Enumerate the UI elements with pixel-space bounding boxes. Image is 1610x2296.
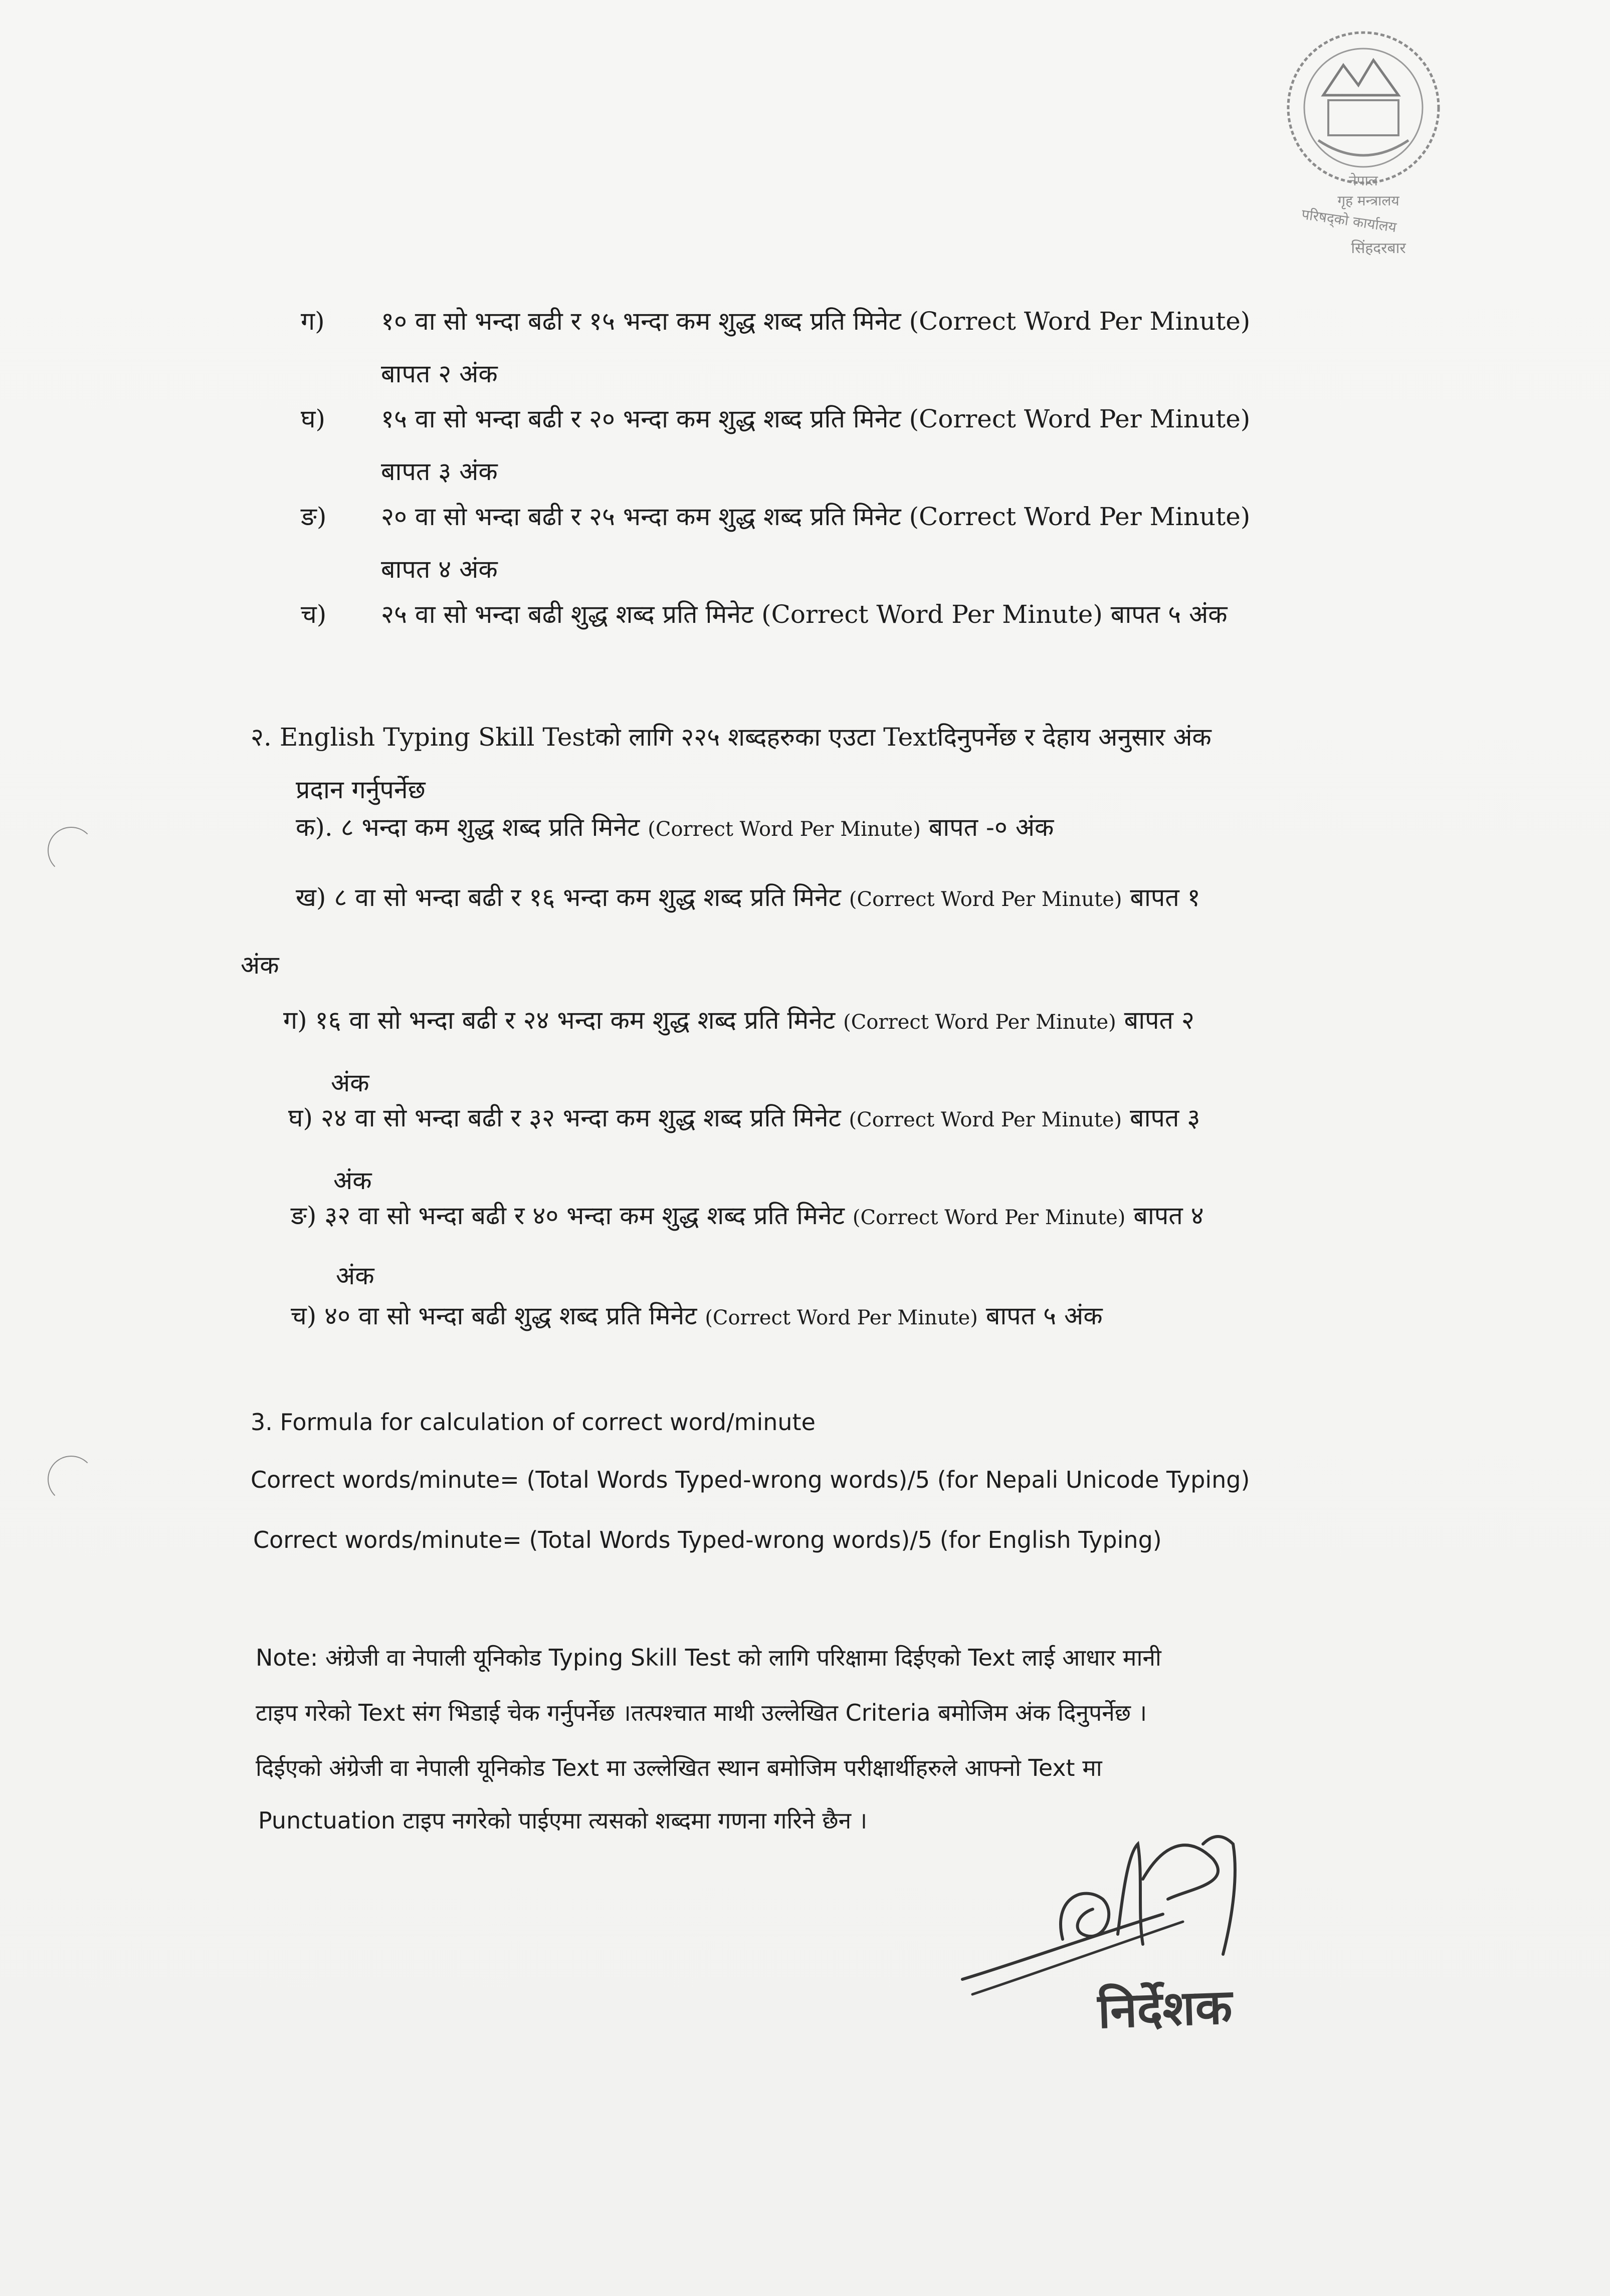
item-label: ग)	[283, 1006, 307, 1035]
nepali-item-nga	[301, 501, 1250, 533]
section-number: २.	[251, 723, 272, 752]
formula-nepali-text: Correct words/minute= (Total Words Typed-wrong words)/5 (for Nepali Unicode Typing)	[251, 1466, 1250, 1493]
note-line-4	[258, 1806, 867, 1835]
item-continuation: अंक	[241, 951, 279, 980]
section2-item-gha-cont	[333, 1165, 372, 1197]
item-label: ख)	[296, 883, 326, 912]
item-text: १६ वा सो भन्दा बढी र २४ भन्दा कम शुद्ध शब्द प्रति मिनेट	[315, 1006, 836, 1035]
nepali-item-nga-cont	[381, 554, 498, 585]
item-english-term: (Correct Word Per Minute)	[849, 1108, 1122, 1131]
item-continuation: अंक	[331, 1068, 369, 1097]
item-continuation: अंक	[333, 1166, 372, 1195]
item-tail: बापत ५ अंक	[1110, 600, 1228, 629]
item-english-term: (Correct Word Per Minute)	[705, 1306, 978, 1329]
section3-heading-text: 3. Formula for calculation of correct word/minute	[251, 1409, 816, 1436]
item-english-term: (Correct Word Per Minute)	[909, 404, 1251, 433]
item-text: ८ वा सो भन्दा बढी र १६ भन्दा कम शुद्ध शब्द प्रति मिनेट	[334, 883, 841, 912]
stamp-text-1: नेपाल	[1349, 172, 1378, 189]
section2-intro-cont	[296, 774, 426, 806]
section2-item-kha	[296, 882, 1200, 913]
nepali-item-ga-cont	[381, 358, 498, 390]
section2-intro-c: Text	[883, 723, 937, 752]
section2-item-ga	[283, 1005, 1194, 1036]
note-line-1	[256, 1644, 1161, 1673]
section2-item-ka	[296, 812, 1054, 843]
item-continuation: अंक	[336, 1261, 374, 1290]
item-english-term: (Correct Word Per Minute)	[761, 600, 1103, 629]
item-english-term: (Correct Word Per Minute)	[648, 818, 921, 841]
stamp-text-4: सिंहदरबार	[1351, 240, 1406, 257]
note-line-1-text: Note: अंग्रेजी वा नेपाली यूनिकोड Typing Skill Test को लागि परिक्षामा दिईएको Text लाई आधार मानी	[256, 1644, 1161, 1671]
nepali-item-cha	[301, 599, 1228, 630]
item-english-term: (Correct Word Per Minute)	[909, 307, 1251, 336]
item-text: १५ वा सो भन्दा बढी र २० भन्दा कम शुद्ध शब्द प्रति मिनेट	[381, 404, 901, 433]
item-label: ङ)	[301, 502, 327, 531]
stamp-text-2: गृह मन्त्रालय	[1337, 192, 1399, 209]
item-label: क).	[296, 813, 333, 842]
section2-item-kha-cont	[241, 950, 279, 981]
item-text: ४० वा सो भन्दा बढी शुद्ध शब्द प्रति मिनेट	[324, 1301, 697, 1330]
item-text: २४ वा सो भन्दा बढी र ३२ भन्दा कम शुद्ध शब्द प्रति मिनेट	[320, 1103, 841, 1132]
item-label: च)	[291, 1301, 317, 1330]
section2-intro-d: दिनुपर्नेछ र देहाय अनुसार अंक	[937, 723, 1212, 752]
nepali-item-gha-cont	[381, 456, 498, 488]
section2-intro	[251, 722, 1212, 753]
section3-heading	[251, 1408, 816, 1437]
item-text: ८ भन्दा कम शुद्ध शब्द प्रति मिनेट	[340, 813, 640, 842]
section2-item-nga	[291, 1200, 1204, 1232]
section2-item-ga-cont	[331, 1067, 369, 1099]
item-tail: बापत ४	[1133, 1201, 1204, 1230]
section2-item-nga-cont	[336, 1260, 374, 1292]
section2-item-cha	[291, 1300, 1103, 1332]
nepali-item-gha	[301, 403, 1250, 435]
item-label: च)	[301, 600, 327, 629]
item-continuation: बापत २ अंक	[381, 359, 498, 388]
item-english-term: (Correct Word Per Minute)	[849, 888, 1122, 911]
signatory-designation: निर्देशक	[1097, 1978, 1234, 2039]
note-line-4-text: Punctuation टाइप नगरेको पाईएमा त्यसको शब्दमा गणना गरिने छैन ।	[258, 1807, 868, 1834]
item-label: घ)	[288, 1103, 313, 1132]
item-text: १० वा सो भन्दा बढी र १५ भन्दा कम शुद्ध शब्द प्रति मिनेट	[381, 307, 901, 336]
item-english-term: (Correct Word Per Minute)	[852, 1206, 1126, 1229]
formula-nepali	[251, 1466, 1250, 1495]
formula-english	[253, 1526, 1162, 1555]
note-line-3	[256, 1754, 1102, 1783]
item-continuation: बापत ४ अंक	[381, 555, 498, 584]
official-seal-stamp	[1243, 20, 1474, 271]
note-line-2	[256, 1699, 1147, 1728]
stamp-text-3: परिषद्को कार्यालय	[1300, 205, 1398, 236]
item-tail: बापत ३	[1130, 1103, 1200, 1132]
punch-hole-bottom	[48, 1456, 95, 1503]
section2-intro-continuation: प्रदान गर्नुपर्नेछ	[296, 775, 426, 804]
item-text: २० वा सो भन्दा बढी र २५ भन्दा कम शुद्ध शब्द प्रति मिनेट	[381, 502, 901, 531]
formula-english-text: Correct words/minute= (Total Words Typed-wrong words)/5 (for English Typing)	[253, 1526, 1162, 1553]
item-continuation: बापत ३ अंक	[381, 457, 498, 486]
nepali-item-ga	[301, 306, 1250, 337]
item-label: ग)	[301, 307, 325, 336]
item-english-term: (Correct Word Per Minute)	[843, 1011, 1116, 1034]
item-tail: बापत १	[1130, 883, 1200, 912]
section2-intro-b: को लागि २२५ शब्दहरुका एउटा	[595, 723, 876, 752]
section2-item-gha	[288, 1102, 1200, 1134]
item-text: ३२ वा सो भन्दा बढी र ४० भन्दा कम शुद्ध शब्द प्रति मिनेट	[324, 1201, 845, 1230]
item-text: २५ वा सो भन्दा बढी शुद्ध शब्द प्रति मिनेट	[381, 600, 754, 629]
item-tail: बापत २	[1124, 1006, 1194, 1035]
section2-intro-a: English Typing Skill Test	[279, 723, 595, 752]
note-line-3-text: दिईएको अंग्रेजी वा नेपाली यूनिकोड Text मा उल्लेखित स्थान बमोजिम परीक्षार्थीहरुले आफ्नो Text मा	[256, 1754, 1102, 1781]
item-label: ङ)	[291, 1201, 317, 1230]
item-tail: बापत ५ अंक	[985, 1301, 1103, 1330]
item-tail: बापत -० अंक	[928, 813, 1054, 842]
item-english-term: (Correct Word Per Minute)	[909, 502, 1251, 531]
note-line-2-text: टाइप गरेको Text संग भिडाई चेक गर्नुपर्नेछ ।तत्पश्चात माथी उल्लेखित Criteria बमोजिम अंक दिनुपर्नेछ ।	[256, 1699, 1147, 1726]
punch-hole-top	[48, 827, 95, 874]
item-label: घ)	[301, 404, 326, 433]
